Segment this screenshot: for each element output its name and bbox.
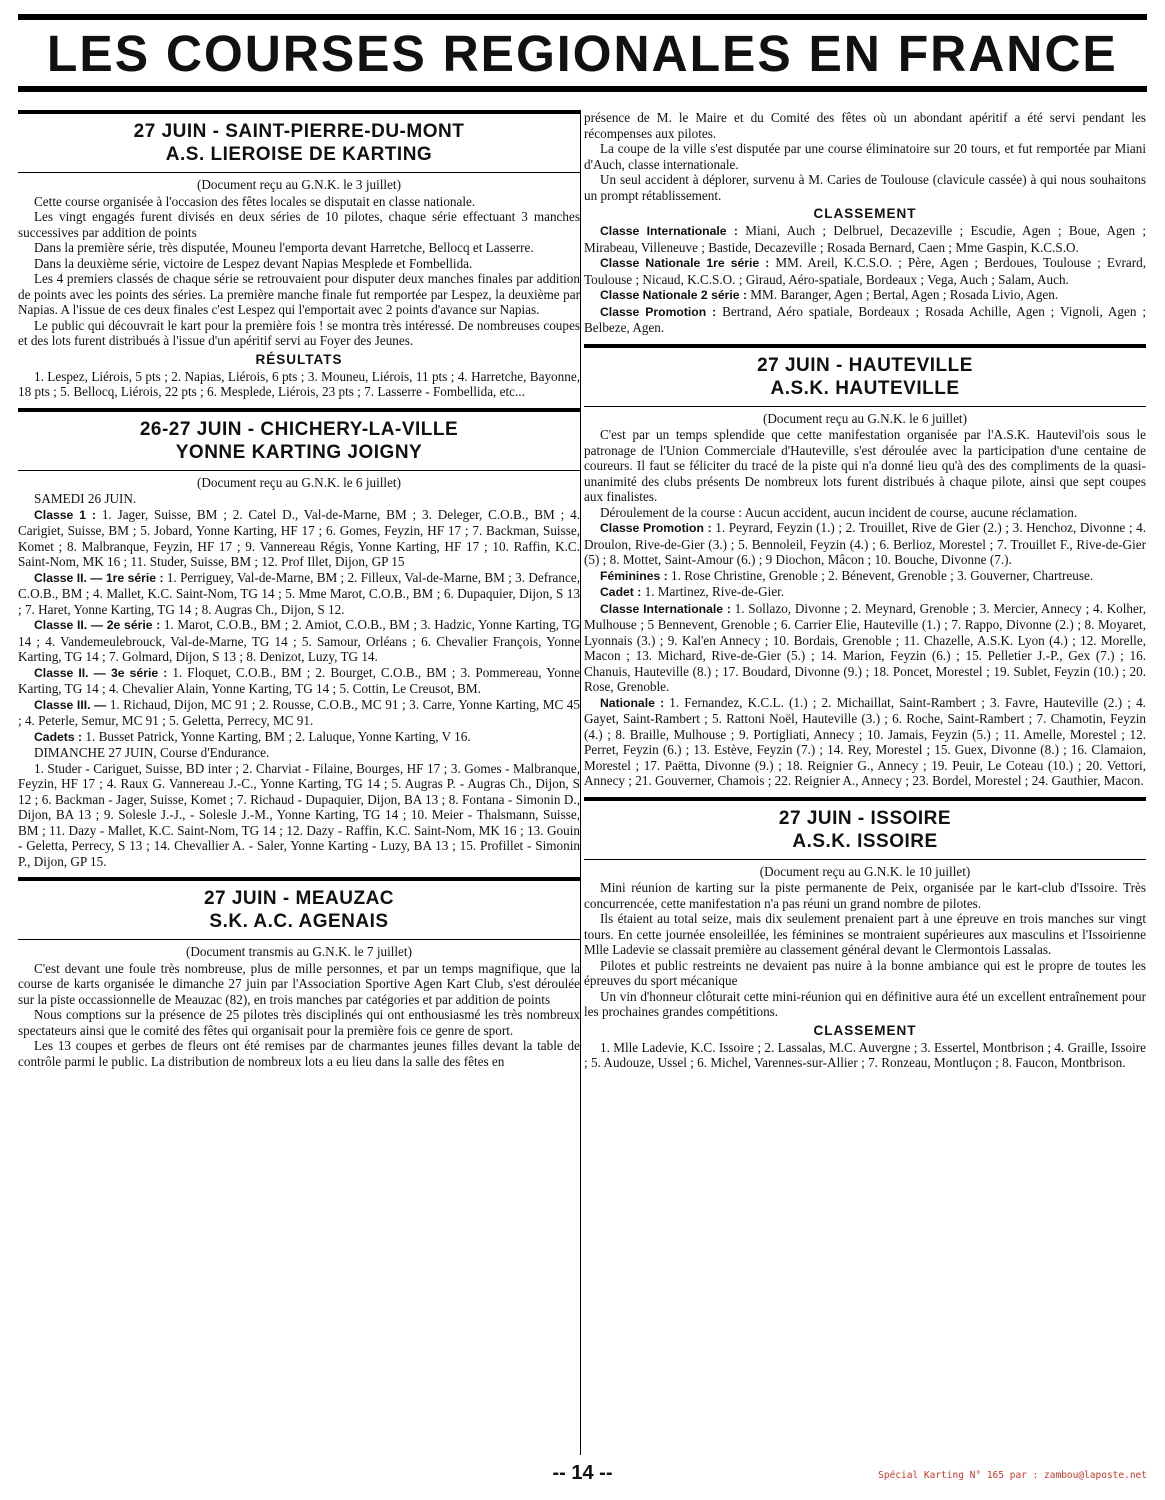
paragraph: Cette course organisée à l'occasion des fêtes locales se disputait en classe nationale. bbox=[34, 193, 476, 209]
classement-heading: CLASSEMENT bbox=[813, 206, 917, 221]
class-label: Féminines : bbox=[600, 568, 668, 583]
article-heading bbox=[584, 797, 1146, 860]
class-label: Classe Nationale 2 série : bbox=[600, 288, 747, 302]
class-label: Classe III. — bbox=[34, 697, 107, 712]
day-heading: DIMANCHE 27 JUIN, Course d'Endurance. bbox=[34, 745, 270, 760]
paragraph: Déroulement de la course : Aucun accident, aucun incident de course, aucune réclamation. bbox=[600, 504, 1078, 520]
article-club: S.K. A.C. AGENAIS bbox=[209, 911, 389, 932]
class-list: 1. Busset Patrick, Yonne Karting, BM ; 2. Laluque, Yonne Karting, V 16. bbox=[82, 728, 471, 744]
class-list: 1. Floquet, C.O.B., BM ; 2. Bourget, C.O.B., BM ; 3. Pommereau, Yonne Karting, TG 14 ; 4. Chevalier Alain, Yonne Karting, TG 14 ; 5. Cottin, Le Creusot, BM. bbox=[18, 664, 581, 696]
class-label: Classe Promotion : bbox=[600, 521, 712, 535]
class-label: Nationale : bbox=[600, 695, 665, 710]
paragraph: Dans la première série, très disputée, Mouneu l'emporta devant Harretche, Bellocq et Lasserre. bbox=[34, 240, 534, 255]
class-results bbox=[18, 729, 580, 746]
document-source: (Document reçu au G.N.K. le 10 juillet) bbox=[759, 863, 971, 879]
class-results bbox=[584, 223, 1146, 255]
class-label: Classe 1 : bbox=[34, 507, 96, 522]
article-club: A.S.K. HAUTEVILLE bbox=[770, 377, 960, 399]
class-list: 1. Jager, Suisse, BM ; 2. Catel D., Val-de-Marne, BM ; 3. Deleger, C.O.B., BM ; 4. Carigiet, Suisse, BM ; 5. Jobard, Yonne Karting, HF 17 ; 6. Gomes, Feyzin, HF 17 ; 7. Backman, Suisse, Komet ; 8. Malbranque, Feyzin, HF 17 ; 9. Vannereau Régis, Yonne Karting, HF 17 ; 10. Raffin, K.C. Saint-Nom, MK 16 ; 11. Studer, Suisse, BM ; 12. Prof Illet, Dijon, GP 15 bbox=[18, 506, 580, 569]
class-label: Classe II. — 1re série : bbox=[34, 570, 164, 585]
article-issoire bbox=[584, 797, 1146, 1071]
class-results bbox=[18, 617, 580, 665]
article-meauzac-continued bbox=[584, 110, 1146, 336]
column-divider bbox=[580, 110, 581, 1455]
article-heading bbox=[584, 344, 1146, 407]
page-number: -- 14 -- bbox=[552, 1462, 613, 1484]
document-source: (Document reçu au G.N.K. le 6 juillet) bbox=[197, 474, 401, 490]
article-club: YONNE KARTING JOIGNY bbox=[175, 441, 423, 463]
article-meauzac bbox=[18, 877, 580, 1069]
class-results bbox=[18, 697, 580, 729]
class-results bbox=[18, 570, 580, 618]
article-club: A.S.K. ISSOIRE bbox=[792, 830, 938, 852]
class-results bbox=[18, 665, 580, 697]
classement-heading: CLASSEMENT bbox=[813, 1022, 917, 1038]
class-list: MM. Areil, K.C.S.O. ; Père, Agen ; Berdoues, Toulouse ; Evrard, Toulouse ; Nicaud, K.C.S.O. ; Giraud, Aéro-spatiale, Bordeaux ; Vega, Auch ; Salam, Auch. bbox=[584, 255, 1146, 287]
class-results bbox=[584, 255, 1146, 287]
class-list: 1. Marot, C.O.B., BM ; 2. Amiot, C.O.B., BM ; 3. Hadzic, Yonne Karting, TG 14 ; 4. Vandemeulebrouck, Val-de-Marne, TG 14 ; 5. Samour, Orléans ; 6. Chevalier François, Yonne Karting, TG 14 ; 7. Golmard, Dijon, S 13 ; 8. Denizot, Luzy, TG 14. bbox=[18, 617, 581, 664]
class-list: 1. Peyrard, Feyzin (1.) ; 2. Trouillet, Rive de Gier (2.) ; 3. Henchoz, Divonne ; 4. Droulon, Rive-de-Gier (3.) ; 5. Bennoleil, Feyzin (4.) ; 6. Berlioz, Morestel ; 7. Trouillet F., Rive-de-Gier (5) ; 8. Mottet, Saint-Amour (6.) ; 9 Diochon, Mâcon ; 10. Bouche, Divonne (7.). bbox=[584, 520, 1147, 567]
class-list: 1. Fernandez, K.C.L. (1.) ; 2. Michaillat, Saint-Rambert ; 3. Favre, Hauteville (2.) ; 4. Gayet, Saint-Rambert ; 5. Rattoni Noël, Hauteville (3.) ; 6. Roche, Saint-Rambert ; 7. Chamotin, Feyzin (4.) ; 8. Braille, Mulhouse ; 9. Portigliati, Annecy ; 10. Jamais, Feyzin (5.) ; 11. Amelle, Morestel ; 12. Perret, Feyzin (6.) ; 13. Estève, Feyzin (7.) ; 14. Rey, Morestel ; 15. Guex, Divonne (8.) ; 16. Clamaion, Morestel ; 17. Paëtta, Divonne (9.) ; 18. Reignier G., Annecy ; 19. Peuir, Le Coteau (10.) ; 20. Vettori, Annecy ; 21. Gouverner, Chamois ; 22. Reignier A., Annecy ; 23. Bordel, Morestel ; 24. Gauthier, Macon. bbox=[584, 694, 1146, 788]
paragraph: C'est par un temps splendide que cette manifestation organisée par l'A.S.K. Hautevil'ois sous le patronage de l'Union Commerciale d'Hauteville, s'est déroulée avec la participation d'une centaine de coureurs. Il faut se féliciter du tracé de la piste qui n'a donné lieu qu'à des des compliments de la quasi-unanimité des clubs présents De nombreux lots furent distribués à chaque pilote, ainsi que sept coupes aux finalistes. bbox=[584, 427, 1146, 504]
paragraph: Un seul accident à déplorer, survenu à M. Caries de Toulouse (clavicule cassée) à qui nous souhaitons un prompt rétablissement. bbox=[584, 172, 1146, 203]
class-list: Miani, Auch ; Delbruel, Decazeville ; Escudie, Agen ; Boue, Agen ; Mirabeau, Villeneuve ; Bastide, Decazeville ; Rosada Bernard, Caen ; Mme Gaspin, K.C.S.O. bbox=[584, 223, 1146, 255]
scan-credit: Spécial Karting N° 165 par : zambou@laposte.net bbox=[878, 1470, 1147, 1481]
page-footer bbox=[0, 1458, 1165, 1488]
article-heading bbox=[18, 877, 580, 940]
article-chichery-la-ville bbox=[18, 408, 580, 870]
paragraph: La coupe de la ville s'est disputée par une course éliminatoire sur 20 tours, et fut remportée par Miani d'Auch, classe internationale. bbox=[584, 141, 1146, 172]
endurance-results: 1. Studer - Cariguet, Suisse, BD inter ; 2. Charviat - Filaine, Bourges, HF 17 ; 3. Gomes - Malbranque, Feyzin, HF 17 ; 4. Raux G. Vannereau J.-C., Yonne Karting, TG 14 ; 5. Augras P. - Augras Ch., Dijon, S 12 ; 6. Backman - Jager, Suisse, Komet ; 7. Richaud - Dupaquier, Dijon, BA 13 ; 8. Fontana - Simonin D., Dijon, BA 13 ; 9. Solesle J.-J., - Solesle J.-M., Yonne Karting, TG 14 ; 10. Meier - Thalsmann, Suisse, BM ; 11. Dazy - Mallet, K.C. Saint-Nom, TG 14 ; 12. Dazy - Raffin, K.C. Saint-Nom, MK 16 ; 13. Gouin - Geletta, Perrecy, S 13 ; 14. Chevallier A. - Saler, Yonne Karting - Luzy, BA 13 ; 15. Profillet - Simonin P., Dijon, GP 15. bbox=[18, 760, 580, 869]
class-label: Classe II. — 3e série : bbox=[34, 665, 168, 680]
document-source: (Document reçu au G.N.K. le 3 juillet) bbox=[197, 177, 401, 192]
article-heading bbox=[18, 408, 580, 471]
class-list: 1. Richaud, Dijon, MC 91 ; 2. Rousse, C.O.B., MC 91 ; 3. Carre, Yonne Karting, MC 45 ; 4. Peterle, Semur, MC 91 ; 5. Geletta, Perrecy, MC 91. bbox=[18, 696, 580, 728]
document-source: (Document transmis au G.N.K. le 7 juillet) bbox=[186, 944, 412, 959]
class-results bbox=[18, 507, 580, 570]
article-title: 27 JUIN - ISSOIRE bbox=[778, 807, 952, 829]
class-label: Classe Nationale 1re série : bbox=[600, 256, 770, 270]
class-label: Cadets : bbox=[34, 729, 83, 744]
left-column bbox=[18, 110, 580, 1077]
class-list: 1. Martinez, Rive-de-Gier. bbox=[641, 584, 785, 599]
results-text: 1. Mlle Ladevie, K.C. Issoire ; 2. Lassalas, M.C. Auvergne ; 3. Essertel, Montbrison ; 4. Graille, Issoire ; 5. Audouze, Ussel ; 6. Michel, Varennes-sur-Allier ; 7. Ronzeau, Montluçon ; 8. Faucon, Montbrison. bbox=[584, 1039, 1146, 1070]
paragraph: C'est devant une foule très nombreuse, plus de mille personnes, et par un temps magnifique, que la course de karts organisée le dimanche 27 juin par l'Association Sportive Agen Kart Club, s'est déroulée sur la piste occassionnelle de Meauzac (82), en trois manches par catégories et par addition de points bbox=[18, 960, 580, 1007]
paragraph: Les 4 premiers classés de chaque série se retrouvaient pour disputer deux manches finales par addition de points avec les points des séries. La première manche finale fut remportée par Lespez, la deuxième par Napias. A l'issue de ces deux finales c'est Lespez qui l'emportait avec 2 points d'avance sur Napias. bbox=[18, 271, 580, 317]
class-label: Classe II. — 2e série : bbox=[34, 618, 161, 632]
class-results bbox=[584, 584, 1146, 601]
article-club: A.S. LIEROISE DE KARTING bbox=[165, 144, 433, 165]
class-list: 1. Sollazo, Divonne ; 2. Meynard, Grenoble ; 3. Mercier, Annecy ; 4. Kolher, Mulhouse ; 5 Bennevent, Grenoble ; 6. Carrier Elie, Hauteville (1.) ; 7. Rappo, Divonne (2.) ; 8. Moyaret, Lyonnais (3.) ; 9. Kal'en Annecy ; 10. Bordais, Grenoble ; 11. Chazelle, A.S.K. Lyon (4.) ; 12. Morelle, Macon ; 13. Michard, Rive-de-Gier (5.) ; 14. Marion, Feyzin (6.) ; 15. Pelletier J.-P., Gex (7.) ; 16. Chanuis, Hauteville (8.) ; 17. Boudard, Divonne (9.) ; 18. Poncet, Morestel ; 19. Sublet, Feyzin (10.) ; 20. Rose, Grenoble. bbox=[584, 600, 1147, 694]
paragraph: Nous comptions sur la présence de 25 pilotes très disciplinés qui ont enthousiasmé les très nombreux spectateurs ainsi que le comité des fêtes qui organisait pour la première fois ce genre de sport. bbox=[18, 1007, 580, 1038]
article-title: 27 JUIN - HAUTEVILLE bbox=[757, 354, 973, 376]
masthead bbox=[18, 14, 1147, 92]
class-results bbox=[584, 601, 1146, 695]
paragraph: Un vin d'honneur clôturait cette mini-réunion qui en définitive aura été un excellent entraînement pour les prochaines grandes compétitions. bbox=[584, 988, 1146, 1019]
class-list: 1. Perriguey, Val-de-Marne, BM ; 2. Filleux, Val-de-Marne, BM ; 3. Defrance, C.O.B., BM ; 4. Mallet, K.C. Saint-Nom, TG 14 ; 5. Mme Marot, C.O.B., BM ; 6. Dupaquier, Dijon, S 13 ; 7. Haret, Yonne Karting, TG 14 ; 8. Augras Ch., Dijon, S 12. bbox=[18, 569, 580, 617]
masthead-title: LES COURSES REGIONALES EN FRANCE bbox=[47, 24, 1118, 82]
class-label: Classe Internationale : bbox=[600, 601, 731, 616]
results-heading: RÉSULTATS bbox=[255, 351, 343, 367]
article-hauteville bbox=[584, 344, 1146, 789]
article-title: 27 JUIN - SAINT-PIERRE-DU-MONT bbox=[133, 121, 465, 142]
paragraph: Dans la deuxième série, victoire de Lespez devant Napias Mesplede et Fombellida. bbox=[34, 255, 473, 271]
article-heading bbox=[18, 110, 580, 173]
class-results bbox=[584, 287, 1146, 304]
class-results bbox=[584, 520, 1146, 568]
class-list: Bertrand, Aéro spatiale, Bordeaux ; Rosada Achille, Agen ; Vignoli, Agen ; Belbeze, Agen. bbox=[584, 303, 1147, 335]
document-source: (Document reçu au G.N.K. le 6 juillet) bbox=[763, 410, 967, 426]
paragraph: Les vingt engagés furent divisés en deux séries de 10 pilotes, chaque série effectuant 3 manches successives par addition de points bbox=[18, 209, 580, 240]
right-column bbox=[584, 110, 1146, 1079]
paragraph: Ils étaient au total seize, mais dix seulement prenaient part à une épreuve en trois manches sur vingt tours. En cette journée ensoleillée, les féminines se montraient supérieures aux masculins et l'Issoirienne Mlle Ladevie se classait première au classement général devant le Clermontois Lassalas. bbox=[584, 911, 1146, 957]
paragraph: Les 13 coupes et gerbes de fleurs ont été remises par de charmantes jeunes filles devant la table de contrôle parmi le public. La distribution de nombreux lots a eu lieu dans la salle des fêtes en bbox=[18, 1038, 580, 1069]
class-label: Classe Promotion : bbox=[600, 304, 717, 319]
paragraph: présence de M. le Maire et du Comité des fêtes où un abondant apéritif a été servi pendant les récompenses aux pilotes. bbox=[584, 110, 1146, 141]
class-results bbox=[584, 304, 1146, 336]
article-title: 27 JUIN - MEAUZAC bbox=[203, 888, 395, 909]
paragraph: Pilotes et public restreints ne devaient pas nuire à la bonne ambiance qui est le propre de toutes les épreuves du sport mécanique bbox=[584, 957, 1146, 988]
class-label: Cadet : bbox=[600, 585, 642, 599]
class-results bbox=[584, 568, 1146, 585]
paragraph: Mini réunion de karting sur la piste permanente de Peix, organisée par le kart-club d'Issoire. Très concurrencée, cette manifestation n'a pas réuni un grand nombre de pilotes. bbox=[584, 880, 1146, 911]
results-text: 1. Lespez, Liérois, 5 pts ; 2. Napias, Liérois, 6 pts ; 3. Mouneu, Liérois, 11 pts ; 4. Harretche, Bayonne, 18 pts ; 5. Bellocq, Liérois, 22 pts ; 6. Mesplede, Liérois, 23 pts ; 7. Lasserre - Fombellida, etc... bbox=[18, 368, 580, 399]
article-saint-pierre-du-mont bbox=[18, 110, 580, 400]
paragraph: Le public qui découvrait le kart pour la première fois ! se montra très intéressé. De nombreuses coupes et des lots furent distribués à l'issue d'un apéritif servi au Foyer des Jeunes. bbox=[18, 317, 580, 348]
class-label: Classe Internationale : bbox=[600, 224, 738, 238]
class-list: 1. Rose Christine, Grenoble ; 2. Bénevent, Grenoble ; 3. Gouverner, Chartreuse. bbox=[667, 567, 1094, 583]
day-heading: SAMEDI 26 JUIN. bbox=[34, 491, 137, 506]
class-list: MM. Baranger, Agen ; Bertal, Agen ; Rosada Livio, Agen. bbox=[747, 287, 1059, 302]
class-results bbox=[584, 695, 1146, 789]
article-title: 26-27 JUIN - CHICHERY-LA-VILLE bbox=[139, 418, 459, 440]
